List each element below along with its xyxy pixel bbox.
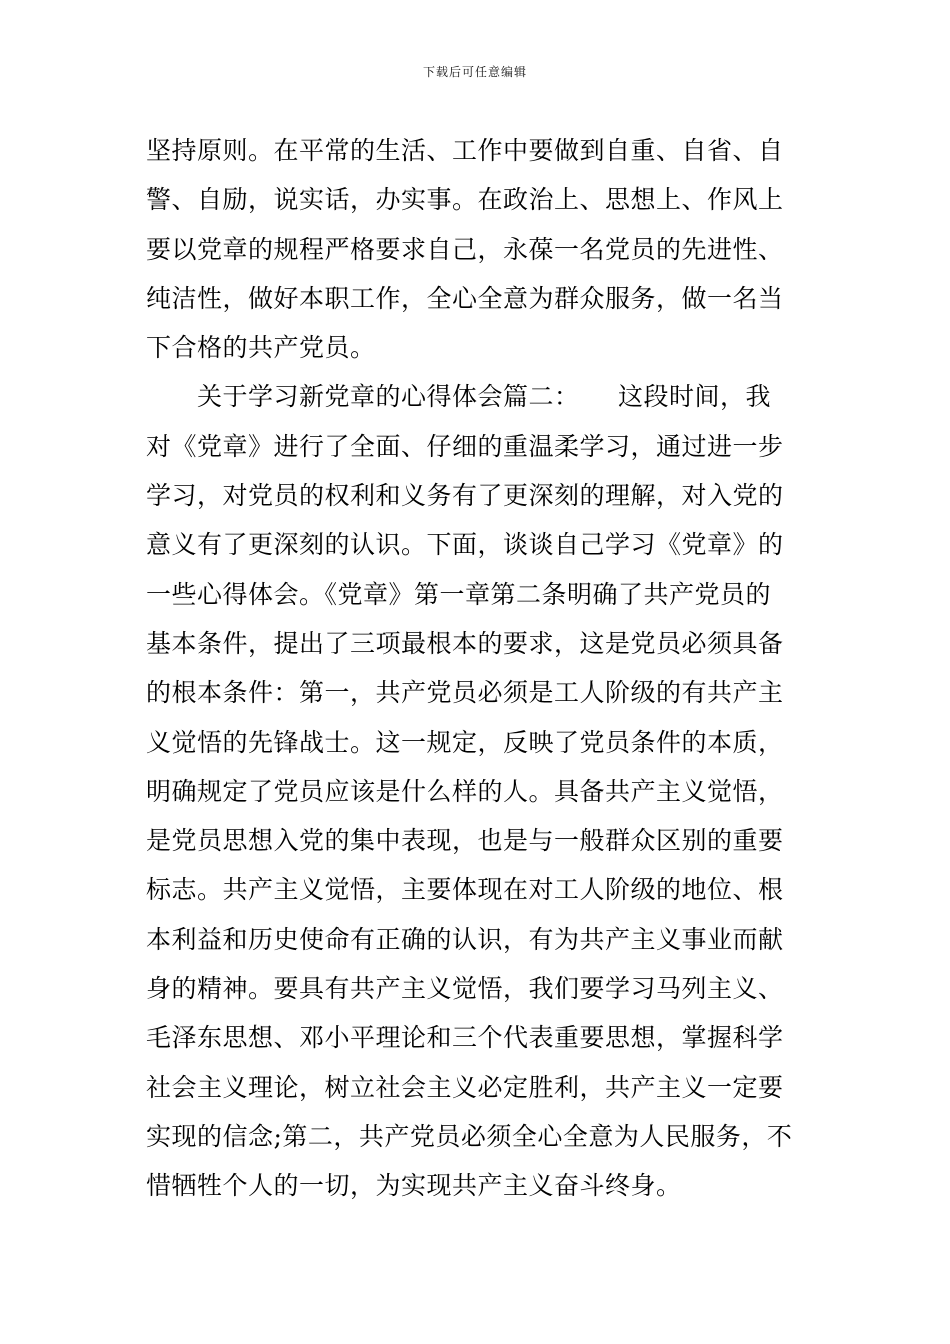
- text-line: 义觉悟的先锋战士。这一规定，反映了党员条件的本质，: [146, 727, 784, 757]
- text-line: 的根本条件：第一，共产党员必须是工人阶级的有共产主: [146, 678, 784, 708]
- text-line: 学习，对党员的权利和义务有了更深刻的理解，对入党的: [146, 481, 784, 511]
- text-line: 对《党章》进行了全面、仔细的重温柔学习，通过进一步: [146, 431, 784, 461]
- page-header: 下载后可任意编辑: [422, 65, 527, 79]
- text-line: 本利益和历史使命有正确的认识，有为共产主义事业而献: [146, 924, 784, 954]
- text-line: 标志。共产主义觉悟，主要体现在对工人阶级的地位、根: [146, 875, 784, 905]
- text-line: 基本条件，提出了三项最根本的要求，这是党员必须具备: [146, 628, 784, 658]
- text-line: 关于学习新党章的心得体会篇二： 这段时间，我: [146, 382, 772, 412]
- text-line: 明确规定了党员应该是什么样的人。具备共产主义觉悟，: [146, 776, 784, 806]
- text-line: 要以党章的规程严格要求自己，永葆一名党员的先进性、: [146, 234, 784, 264]
- text-line: 警、自励，说实话，办实事。在政治上、思想上、作风上: [146, 185, 784, 215]
- text-line: 身的精神。要具有共产主义觉悟，我们要学习马列主义、: [146, 974, 784, 1004]
- text-line: 坚持原则。在平常的生活、工作中要做到自重、自省、自: [146, 136, 784, 165]
- text-line: 惜牺牲个人的一切，为实现共产主义奋斗终身。: [146, 1171, 682, 1201]
- text-line: 是党员思想入党的集中表现，也是与一般群众区别的重要: [146, 826, 784, 856]
- text-line: 一些心得体会。《党章》第一章第二条明确了共产党员的: [146, 579, 772, 609]
- text-line: 纯洁性，做好本职工作，全心全意为群众服务，做一名当: [146, 283, 784, 313]
- text-line: 意义有了更深刻的认识。下面，谈谈自己学习《党章》的: [146, 530, 784, 560]
- text-line: 社会主义理论，树立社会主义必定胜利，共产主义一定要: [146, 1072, 784, 1102]
- text-line: 实现的信念;第二，共产党员必须全心全意为人民服务，不: [146, 1121, 793, 1151]
- text-line: 下合格的共产党员。: [146, 333, 376, 363]
- document-body: [146, 126, 810, 1211]
- text-line: 毛泽东思想、邓小平理论和三个代表重要思想，掌握科学: [146, 1023, 784, 1053]
